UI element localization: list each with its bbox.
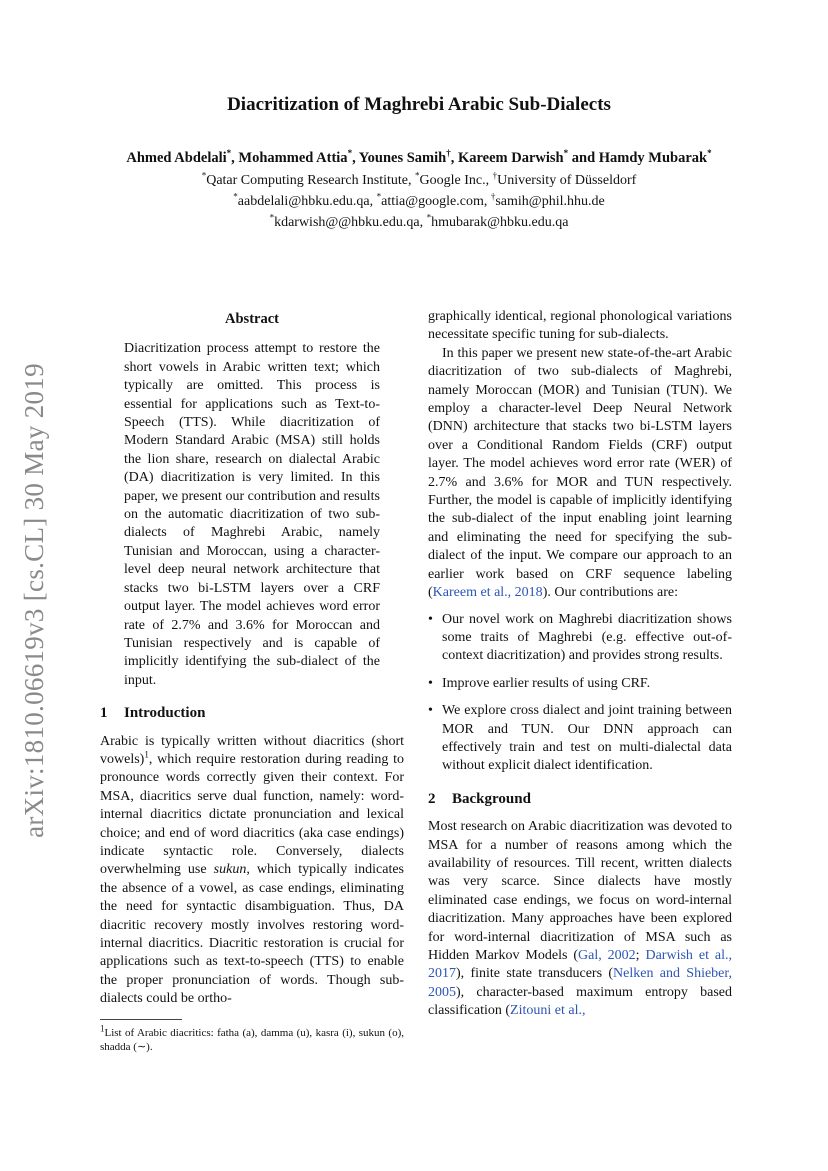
email: hmubarak@hbku.edu.qa [431,215,569,230]
author-name: Ahmed Abdelali [126,150,227,166]
author-mark: * [563,148,569,159]
list-item [428,675,732,693]
author-list [60,150,778,167]
author-mark: * [347,148,353,159]
author-separator: , [450,150,458,166]
citation-link[interactable]: Gal, 2002 [578,948,636,963]
paper-header [60,94,778,233]
continued-paragraph: graphically identical, regional phonological variations necessitate specific tuning for sub-dialects. [428,309,732,343]
list-item-text: Our novel work on Maghrebi diacritization shows some traits of Maghrebi (e.g. effective out-of-context diacritization) and provides strong results. [442,611,732,664]
affiliation-mark: * [415,170,420,181]
abstract-text: Diacritization process attempt to restore the short vowels in Arabic written text; which typically are omitted. This process is essential for applications such as Text-to-Speech (TTS). While diacritization of Modern Standard Arabic (MSA) still holds the lion share, research on dialectal Arabic (DA) diacritization is very limited. In this paper, we present our contribution and results on the automatic diacritization of two sub-dialects of Maghrebi Arabic, namely Tunisian and Moroccan, using a character-level deep neural network architecture that stacks two bi-LSTM layers over a CRF output layer. The model achieves word error rate of 2.7% and 3.6% for Moroccan and Tunisian respectively and is capable of implicitly identifying the sub-dialect of the input. [124,341,380,688]
text-run: ), character-based maximum entropy based classification ( [428,984,732,1019]
text-run: ), finite state transducers ( [456,966,614,982]
affiliation-mark: † [492,170,498,181]
author-name: Kareem Darwish [457,150,564,166]
affiliation-mark: * [269,212,275,223]
author-separator: , [352,150,359,166]
citation-link[interactable]: Darwish et al., 2017 [428,948,732,982]
section-number: 1 [100,705,108,722]
author-separator: and [568,150,599,166]
text-run: , which require restoration during reading to pronounce words correctly given their context. For MSA, diacritics serve dual function, namely: word-internal diacritics dictate pronunciation and lexical choice; and end of word diacritics (aka case endings) indicate syntactic role. Conversely, dialects overwhelming use [100,751,404,878]
footnote-number: 1 [100,1022,105,1033]
bullet-icon: • [428,703,433,719]
text-run: ; [635,948,646,963]
author-separator: , [231,150,239,166]
author-mark: † [446,148,451,159]
bullet-icon: • [428,611,433,627]
section-heading-introduction [100,704,404,722]
author-name: Younes Samih [358,150,447,166]
list-item-text: We explore cross dialect and joint training between MOR and TUN. Our DNN approach can effectively train and test on multi-dialectal data without explicit dialect identification. [442,703,732,774]
section-title: Background [452,790,531,807]
footnote-mark: 1 [144,749,149,760]
email: attia@google.com, [381,194,491,209]
affiliation-google: Google Inc., [419,173,493,188]
text-run: In this paper we present new state-of-the-art Arabic diacritization of two sub-dialects of Maghrebi, namely Moroccan (MOR) and Tunisian (TUN). We employ a character-level Deep Neural Network (DNN) architecture that stacks two bi-LSTM layers over a Conditional Random Fields (CRF) output layer. The model achieves word error rate (WER) of 2.7% and 3.6% for MOR and TUN respectively. Further, the model is capable of implicitly identifying the sub-dialect of the input enabling joint learning and eliminating the need for specifying the sub-dialect of the input. We compare our approach to an earlier work based on CRF sequence labeling ( [428,345,732,601]
text-run: , which typically indicates the absence of a vowel, as case endings, eliminating the need for syntactic disambiguation. Thus, DA diacritic recovery mostly involves restoring word-internal diacritics. Diacritic restoration is crucial for applications such as text-to-speech (TTS) to enable the proper pronunciation of words. Though sub-dialects could be ortho- [100,862,404,1007]
section-title: Introduction [124,705,206,722]
bullet-icon: • [428,675,433,691]
list-item [428,611,732,666]
emphasis-sukun: sukun [213,862,247,878]
text-run: Most research on Arabic diacritization was devoted to MSA for a number of reasons among which the availability of resources. Till recent, written dialects was very scarce. Since dialects have mostly eliminated case endings, we focus on word-internal diacritization. Many approaches have been explored for word-internal diacritization of MSA such as Hidden Markov Models ( [428,819,732,963]
citation-link[interactable]: Zitouni et al., [510,1003,586,1019]
author-name: Hamdy Mubarak [598,150,708,166]
introduction-paragraph [100,733,404,1009]
affiliation-qcri: Qatar Computing Research Institute, [206,173,415,188]
contributions-list [428,611,732,776]
footnote-rule [100,1019,182,1020]
citation-link[interactable]: Nelken and Shieber, 2005 [428,966,732,1000]
list-item [428,702,732,776]
section-heading-background [428,790,732,808]
affiliation-mark: * [376,191,382,202]
email-line-2 [60,212,778,233]
list-item-text: Improve earlier results of using CRF. [442,675,651,691]
email: samih@phil.hhu.de [495,194,605,209]
affiliation-mark: † [490,191,496,202]
arxiv-sidebar [10,350,58,850]
affiliation-line [60,170,778,191]
footnote-text: List of Arabic diacritics: fatha (a), damma (u), kasra (i), sukun (o), shadda (∼). [100,1026,404,1053]
text-run: ). Our contributions are: [542,585,678,601]
email-line-1 [60,191,778,212]
author-mark: * [707,148,712,159]
text-run: Arabic is typically written without diacritics (short vowels) [100,733,404,767]
citation-link[interactable]: Kareem et al., 2018 [432,585,543,601]
contribution-paragraph [428,345,732,603]
affiliation-mark: * [426,212,432,223]
arxiv-identifier: arXiv:1810.06619v3 [cs.CL] 30 May 2019 [18,362,49,838]
author-mark: * [226,148,232,159]
affiliation-mark: * [201,170,207,181]
email: aabdelali@hbku.edu.qa, [237,194,377,209]
footnote [100,1022,404,1054]
right-column [428,308,732,1021]
author-name: Mohammed Attia [238,150,348,166]
affiliation-dusseldorf: University of Düsseldorf [497,173,637,188]
abstract-heading: Abstract [225,311,279,327]
background-paragraph [428,818,732,1020]
affiliation-mark: * [233,191,238,202]
section-number: 2 [428,790,436,807]
email: kdarwish@@hbku.edu.qa, [274,215,427,230]
left-column [100,308,404,1054]
paper-title: Diacritization of Maghrebi Arabic Sub-Dialects [227,94,611,115]
